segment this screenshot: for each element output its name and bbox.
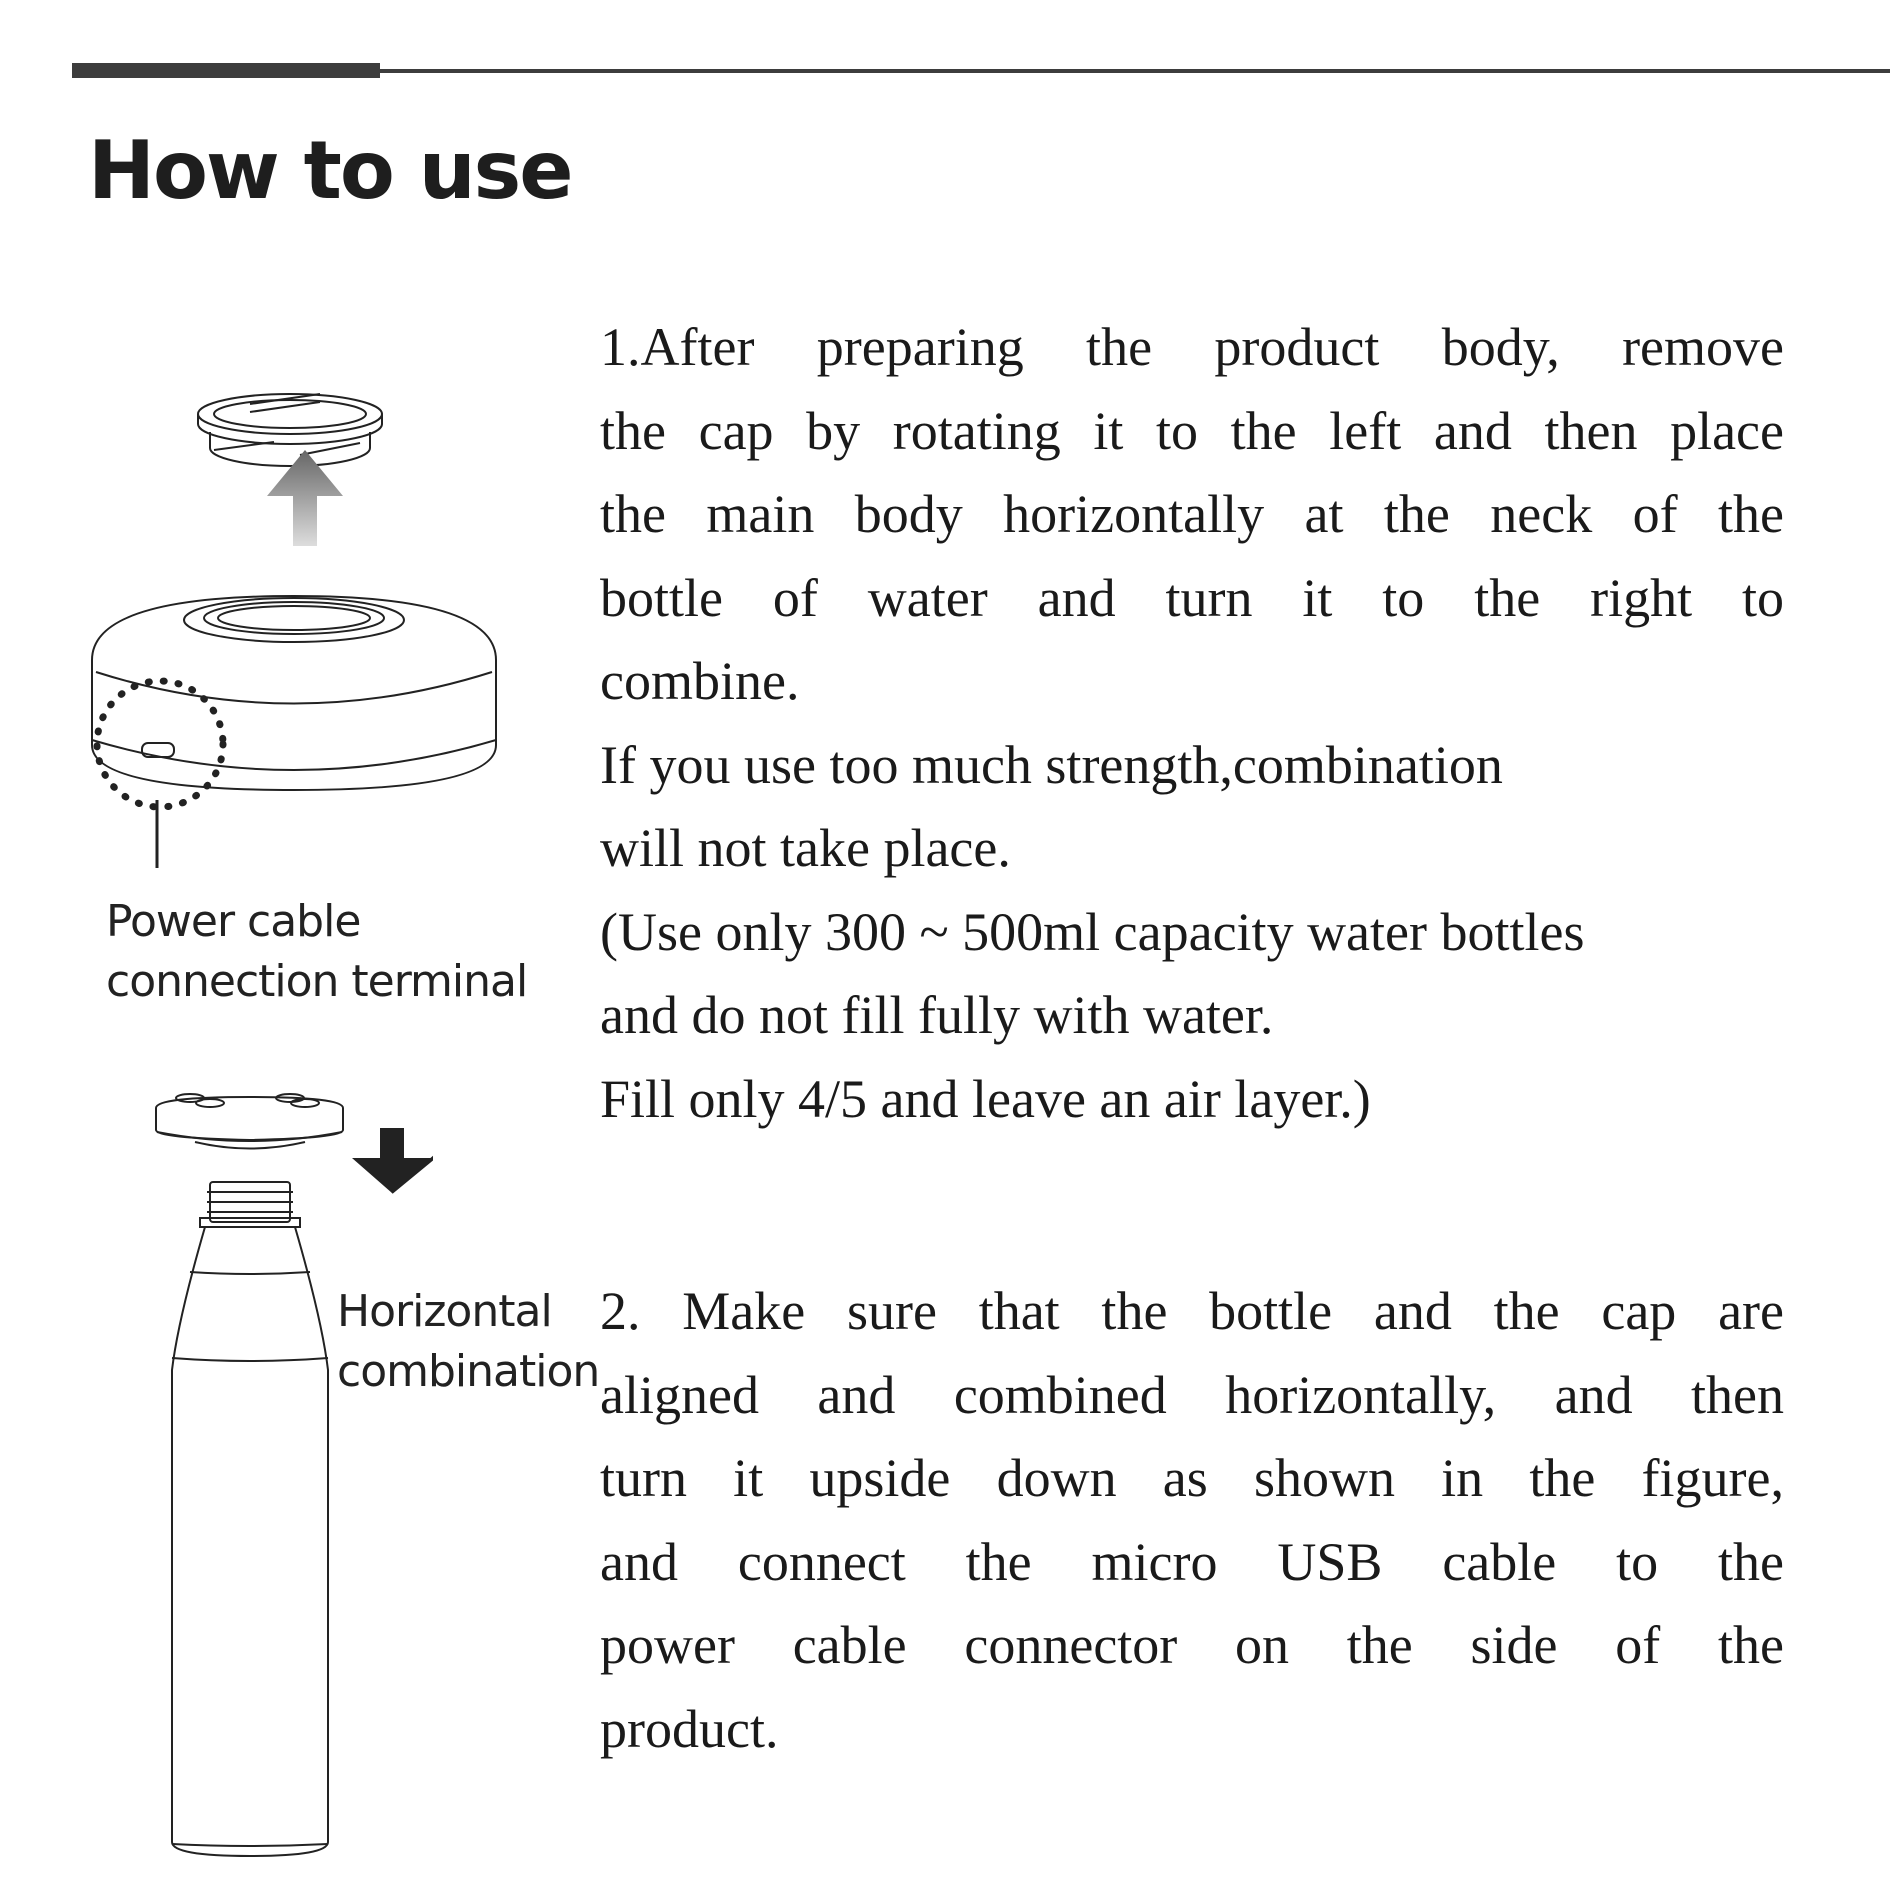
text-line: and connect the micro USB cable to the — [600, 1531, 1784, 1592]
label-line: Power cable — [106, 896, 361, 947]
text-line: combine. — [600, 651, 800, 711]
text-line: and do not fill fully with water. — [600, 985, 1274, 1045]
cap-illustration — [198, 394, 382, 466]
text-line: the cap by rotating it to the left and then place — [600, 400, 1784, 461]
text-line: power cable connector on the side of the — [600, 1615, 1784, 1675]
text-line: product. — [600, 1698, 779, 1759]
text-line: aligned and combined horizontally, and then — [600, 1364, 1784, 1425]
text-line: If you use too much strength,combination — [600, 734, 1503, 795]
bottle-illustration — [172, 1182, 328, 1856]
power-terminal-label — [106, 892, 527, 1012]
horizontal-combination-label — [337, 1282, 599, 1402]
text-line: 2. Make sure that the bottle and the cap are — [600, 1281, 1784, 1341]
label-line: Horizontal — [337, 1286, 552, 1337]
device-over-bottle-illustration — [156, 1094, 343, 1149]
arrow-down-icon-shape — [352, 1128, 432, 1193]
label-line: connection terminal — [106, 956, 528, 1007]
text-line: turn it upside down as shown in the figure, — [600, 1448, 1784, 1508]
step-1-text — [600, 306, 1784, 1141]
text-line: bottle of water and turn it to the right to — [600, 567, 1784, 628]
text-line: the main body horizontally at the neck of the — [600, 484, 1784, 544]
label-line: combination — [337, 1346, 600, 1397]
text-line: will not take place. — [600, 818, 1011, 878]
main-body-illustration — [92, 596, 496, 868]
text-line: Fill only 4/5 and leave an air layer.) — [600, 1068, 1371, 1129]
text-line: (Use only 300 ~ 500ml capacity water bottles — [600, 901, 1585, 962]
page-title: How to use — [88, 124, 572, 217]
step-2-text — [600, 1270, 1784, 1771]
text-line: 1.After preparing the product body, remove — [600, 317, 1784, 377]
